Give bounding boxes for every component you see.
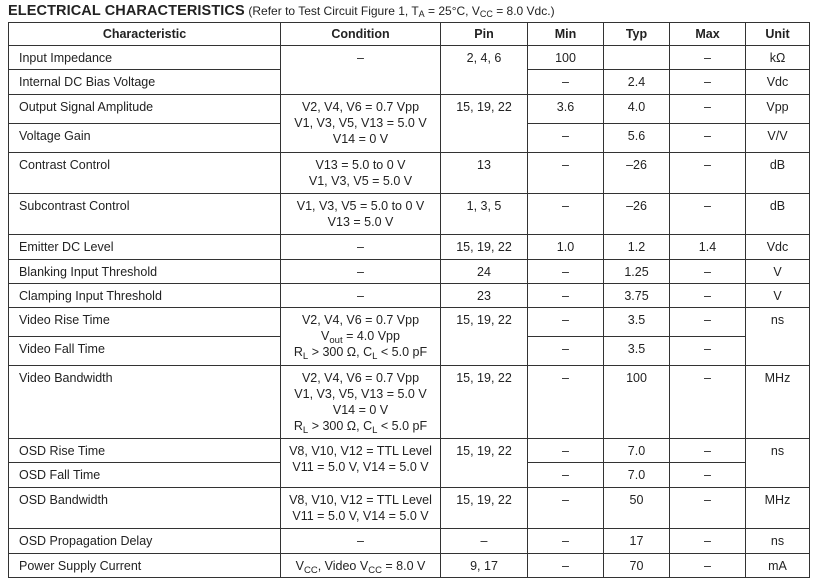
min-cell: – [528,308,604,337]
condition-cell: $V_{CC}$, Video $V_{CC} = 8.0$ V [281,554,441,578]
table-row [9,366,810,439]
typ-cell: 4.0 [604,95,670,124]
condition-cell: V2, V4, V6 = 0.7 Vpp V1, V3, V5, V13 = 5.0 V V14 = 0 V $R_L > 300$ Ω, $C_L < 5.0$ pF [281,366,441,439]
max-cell: – [670,439,746,463]
max-cell: – [670,554,746,578]
table-row [9,194,810,235]
typ-cell: –26 [604,194,670,235]
table-row [9,260,810,284]
typ-cell: 70 [604,554,670,578]
characteristic-cell: Output Signal Amplitude [9,95,281,124]
table-row [9,235,810,260]
min-cell: 3.6 [528,95,604,124]
unit-cell: ns [746,529,810,554]
typ-cell: 7.0 [604,439,670,463]
table-row [9,439,810,463]
unit-cell: MHz [746,488,810,529]
unit-cell: V [746,260,810,284]
pin-cell: 2, 4, 6 [441,46,528,95]
pin-cell: 15, 19, 22 [441,488,528,529]
condition-cell: V13 = 5.0 to 0 V V1, V3, V5 = 5.0 V [281,153,441,194]
unit-cell: Vdc [746,70,810,95]
characteristic-cell: Contrast Control [9,153,281,194]
min-cell: – [528,124,604,153]
pin-cell: 24 [441,260,528,284]
unit-cell: Vpp [746,95,810,124]
table-row [9,488,810,529]
unit-cell: ns [746,439,810,488]
min-cell: – [528,488,604,529]
column-header: Characteristic [9,23,281,46]
max-cell: – [670,194,746,235]
typ-cell: 50 [604,488,670,529]
title-main: ELECTRICAL CHARACTERISTICS [8,3,245,19]
characteristic-cell: Input Impedance [9,46,281,70]
unit-cell: ns [746,308,810,366]
min-cell: – [528,529,604,554]
unit-cell: kΩ [746,46,810,70]
typ-cell: 3.5 [604,337,670,366]
column-header: Pin [441,23,528,46]
column-header: Unit [746,23,810,46]
characteristic-cell: Clamping Input Threshold [9,284,281,308]
typ-cell: 1.2 [604,235,670,260]
characteristic-cell: OSD Fall Time [9,463,281,488]
typ-cell: 2.4 [604,70,670,95]
max-cell: – [670,153,746,194]
table-row [9,46,810,70]
typ-cell: 5.6 [604,124,670,153]
pin-cell: 13 [441,153,528,194]
unit-cell: dB [746,194,810,235]
max-cell: – [670,488,746,529]
table-row [9,308,810,337]
pin-cell: 15, 19, 22 [441,308,528,366]
column-header: Typ [604,23,670,46]
min-cell: – [528,337,604,366]
typ-cell: 3.5 [604,308,670,337]
pin-cell: 1, 3, 5 [441,194,528,235]
section-title [8,2,555,20]
pin-cell: 15, 19, 22 [441,439,528,488]
characteristic-cell: OSD Rise Time [9,439,281,463]
typ-cell [604,46,670,70]
characteristic-cell: Video Bandwidth [9,366,281,439]
table-row [9,529,810,554]
column-header: Condition [281,23,441,46]
min-cell: – [528,463,604,488]
condition-cell: – [281,260,441,284]
characteristic-cell: Video Rise Time [9,308,281,337]
table-row [9,95,810,124]
condition-cell: V8, V10, V12 = TTL Level V11 = 5.0 V, V14 = 5.0 V [281,488,441,529]
min-cell: 1.0 [528,235,604,260]
typ-cell: 1.25 [604,260,670,284]
table-row [9,554,810,578]
unit-cell: V [746,284,810,308]
max-cell: – [670,95,746,124]
characteristic-cell: OSD Propagation Delay [9,529,281,554]
typ-cell: –26 [604,153,670,194]
condition-cell: V2, V4, V6 = 0.7 Vpp $V_{out} = 4.0$ Vpp $R_L > 300$ Ω, $C_L < 5.0$ pF [281,308,441,366]
title-conditions: (Refer to Test Circuit Figure 1, $T_A = 25^\circ C$, $V_{CC} = 8.0$ Vdc.) [248,4,555,19]
min-cell: – [528,70,604,95]
column-header: Max [670,23,746,46]
characteristic-cell: Emitter DC Level [9,235,281,260]
pin-cell: 9, 17 [441,554,528,578]
min-cell: – [528,554,604,578]
max-cell: – [670,366,746,439]
pin-cell: 15, 19, 22 [441,366,528,439]
condition-cell: – [281,284,441,308]
characteristic-cell: Internal DC Bias Voltage [9,70,281,95]
table-row [9,284,810,308]
max-cell: – [670,124,746,153]
table-row [9,153,810,194]
unit-cell: mA [746,554,810,578]
max-cell: – [670,46,746,70]
typ-cell: 17 [604,529,670,554]
min-cell: – [528,194,604,235]
condition-cell: V1, V3, V5 = 5.0 to 0 V V13 = 5.0 V [281,194,441,235]
condition-cell: – [281,529,441,554]
unit-cell: MHz [746,366,810,439]
characteristic-cell: Blanking Input Threshold [9,260,281,284]
column-header: Min [528,23,604,46]
header-row [9,23,810,46]
max-cell: – [670,70,746,95]
min-cell: 100 [528,46,604,70]
max-cell: – [670,529,746,554]
max-cell: – [670,260,746,284]
characteristic-cell: Voltage Gain [9,124,281,153]
min-cell: – [528,260,604,284]
characteristic-cell: Subcontrast Control [9,194,281,235]
unit-cell: Vdc [746,235,810,260]
characteristic-cell: Video Fall Time [9,337,281,366]
typ-cell: 100 [604,366,670,439]
condition-cell: – [281,46,441,95]
condition-cell: – [281,235,441,260]
pin-cell: – [441,529,528,554]
characteristic-cell: OSD Bandwidth [9,488,281,529]
max-cell: – [670,337,746,366]
max-cell: – [670,308,746,337]
unit-cell: dB [746,153,810,194]
min-cell: – [528,439,604,463]
electrical-characteristics-table [8,22,810,578]
pin-cell: 15, 19, 22 [441,235,528,260]
condition-cell: V8, V10, V12 = TTL Level V11 = 5.0 V, V14 = 5.0 V [281,439,441,488]
condition-cell: V2, V4, V6 = 0.7 Vpp V1, V3, V5, V13 = 5.0 V V14 = 0 V [281,95,441,153]
max-cell: 1.4 [670,235,746,260]
unit-cell: V/V [746,124,810,153]
typ-cell: 7.0 [604,463,670,488]
max-cell: – [670,284,746,308]
min-cell: – [528,284,604,308]
max-cell: – [670,463,746,488]
min-cell: – [528,153,604,194]
characteristic-cell: Power Supply Current [9,554,281,578]
pin-cell: 23 [441,284,528,308]
pin-cell: 15, 19, 22 [441,95,528,153]
min-cell: – [528,366,604,439]
typ-cell: 3.75 [604,284,670,308]
